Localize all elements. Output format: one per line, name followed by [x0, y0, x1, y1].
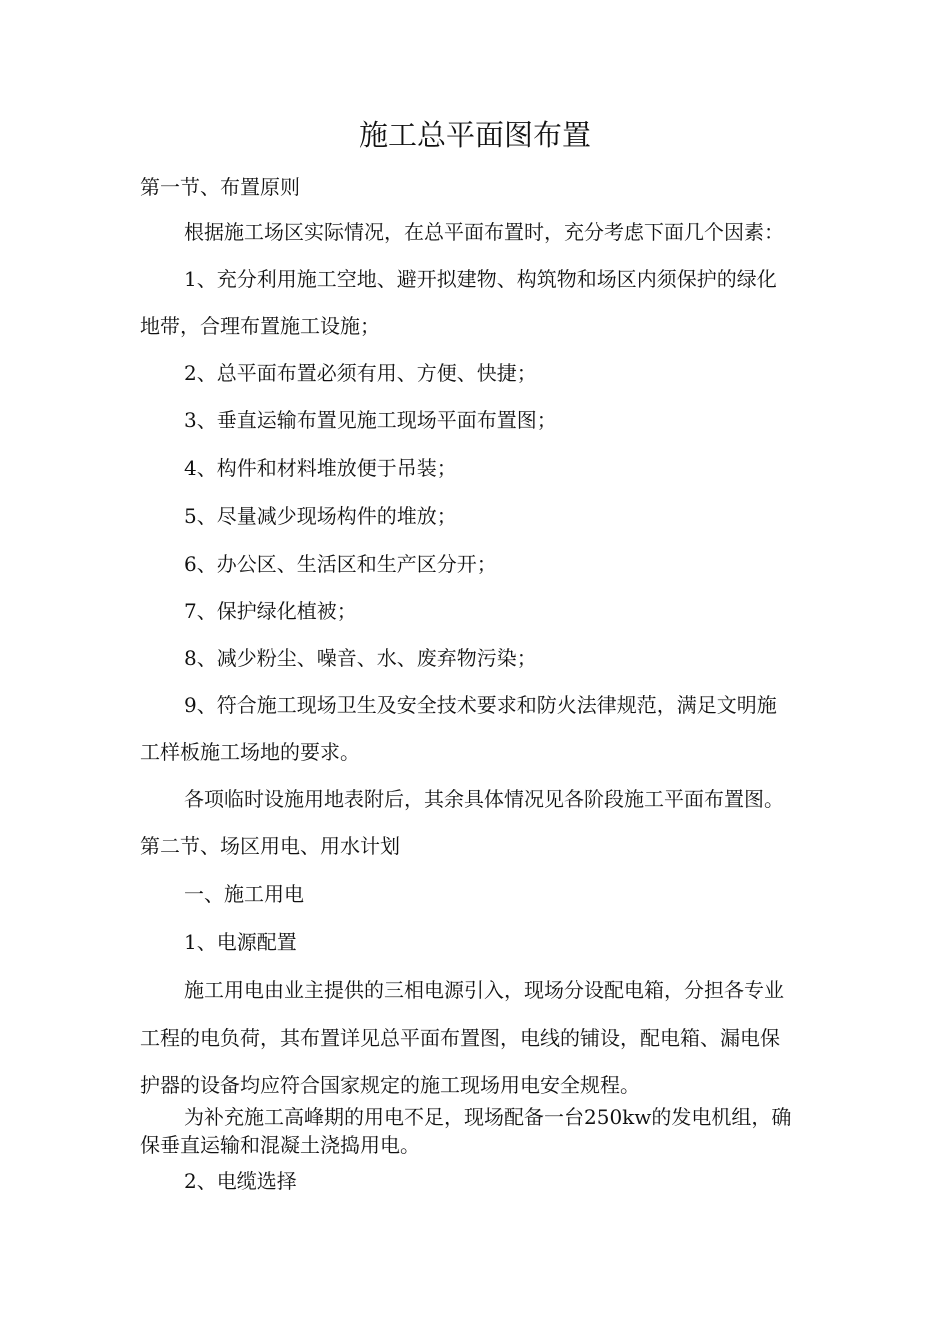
list-item-8: 8、减少粉尘、噪音、水、废弃物污染；: [184, 646, 537, 670]
power-paragraph-2-line-2: 保垂直运输和混凝土浇捣用电。: [140, 1133, 420, 1157]
list-item-5: 5、尽量减少现场构件的堆放；: [184, 504, 457, 528]
list-item-9-line-2: 工样板施工场地的要求。: [140, 740, 360, 764]
closing-paragraph: 各项临时设施用地表附后，其余具体情况见各阶段施工平面布置图。: [184, 787, 784, 811]
list-item-2: 2、总平面布置必须有用、方便、快捷；: [184, 361, 537, 385]
power-paragraph-1-line-3: 护器的设备均应符合国家规定的施工现场用电安全规程。: [140, 1073, 640, 1097]
subsection-heading-power-source: 1、电源配置: [184, 930, 297, 954]
list-item-1-line-1: 1、充分利用施工空地、避开拟建物、构筑物和场区内须保护的绿化: [184, 267, 777, 291]
list-item-7: 7、保护绿化植被；: [184, 599, 357, 623]
subsection-heading-power: 一、施工用电: [184, 882, 304, 906]
power-paragraph-1-line-2: 工程的电负荷，其布置详见总平面布置图，电线的铺设，配电箱、漏电保: [140, 1026, 780, 1050]
list-item-6: 6、办公区、生活区和生产区分开；: [184, 552, 497, 576]
list-item-9-line-1: 9、符合施工现场卫生及安全技术要求和防火法律规范，满足文明施: [184, 693, 777, 717]
power-paragraph-2-line-1: 为补充施工高峰期的用电不足，现场配备一台250kw的发电机组，确: [184, 1105, 792, 1129]
section-heading-2: 第二节、场区用电、用水计划: [140, 834, 400, 858]
intro-paragraph: 根据施工场区实际情况，在总平面布置时，充分考虑下面几个因素：: [184, 220, 784, 244]
power-paragraph-1-line-1: 施工用电由业主提供的三相电源引入，现场分设配电箱，分担各专业: [184, 978, 784, 1002]
subsection-heading-cable: 2、电缆选择: [184, 1169, 297, 1193]
list-item-4: 4、构件和材料堆放便于吊装；: [184, 456, 457, 480]
document-title: 施工总平面图布置: [358, 118, 591, 152]
list-item-3: 3、垂直运输布置见施工现场平面布置图；: [184, 408, 557, 432]
section-heading-1: 第一节、布置原则: [140, 175, 300, 199]
list-item-1-line-2: 地带，合理布置施工设施；: [140, 314, 380, 338]
